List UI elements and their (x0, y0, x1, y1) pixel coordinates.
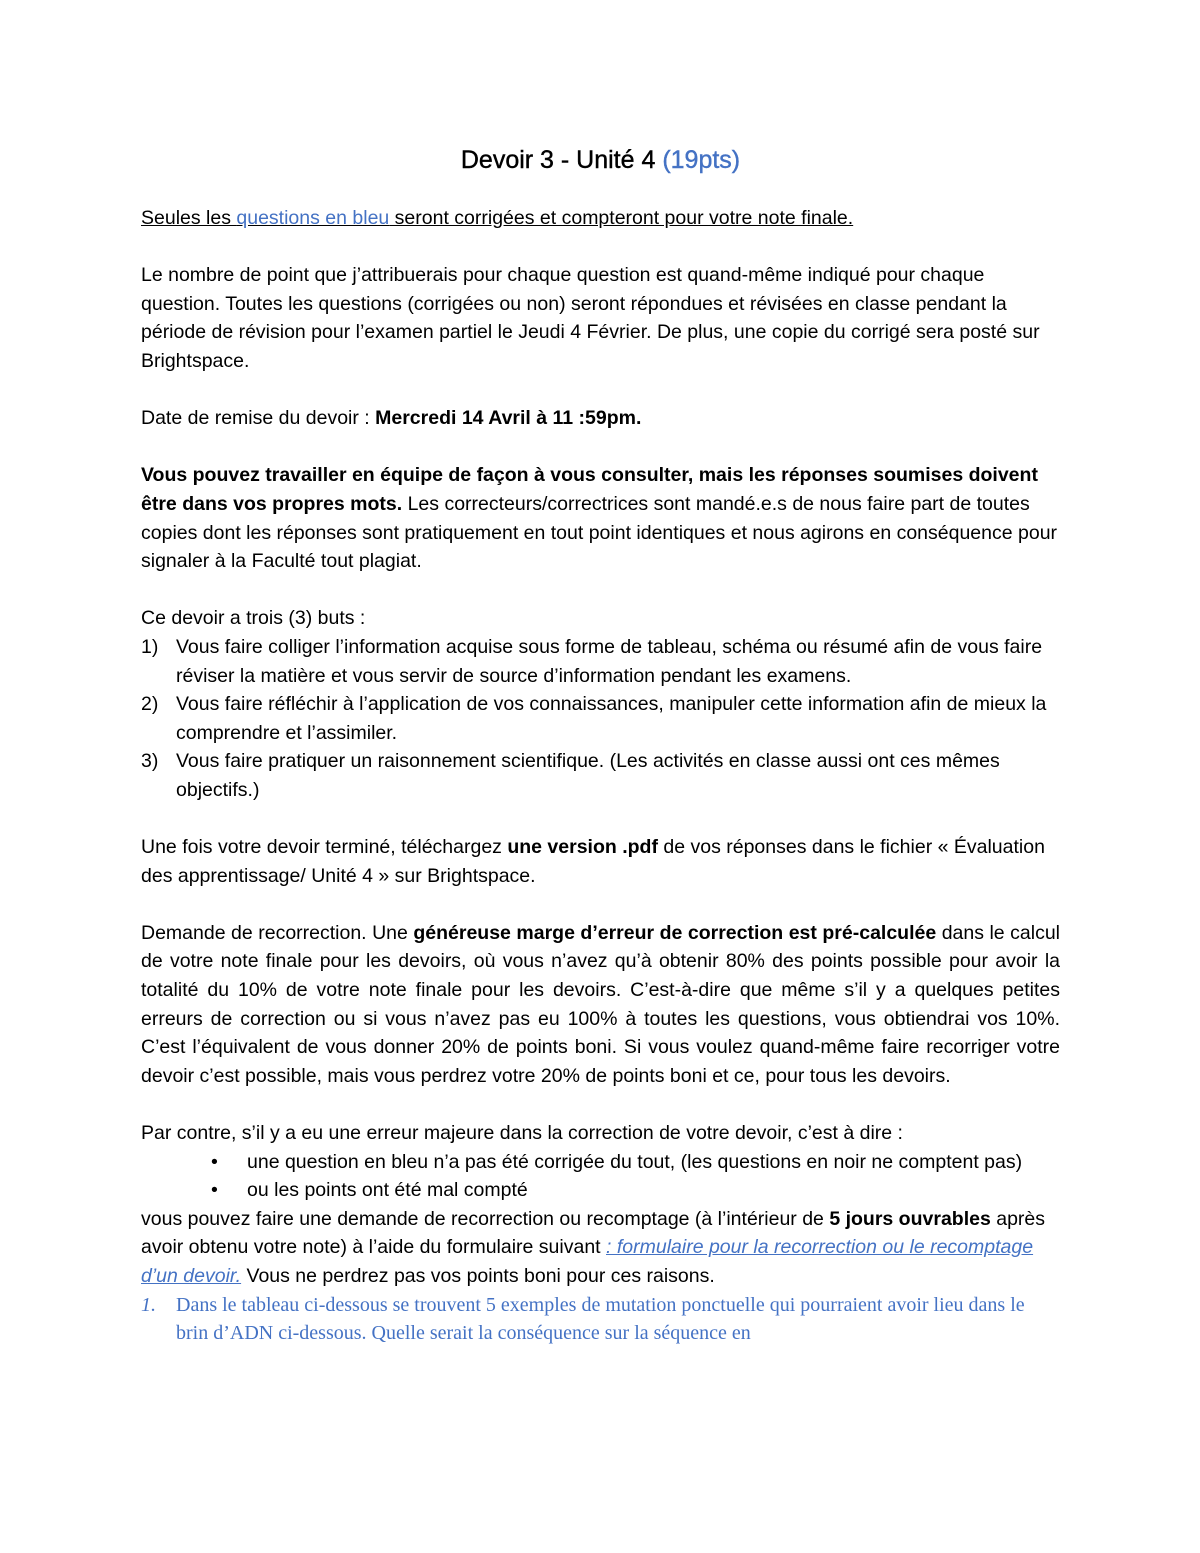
due-date-value: Mercredi 14 Avril à 11 :59pm. (375, 407, 642, 430)
upload-paragraph: Une fois votre devoir terminé, téléchargez une version .pdf de vos réponses dans le fichier « Évaluation des apprentissage/ Unité 4 » sur Brightspace. (141, 836, 1045, 887)
recorrection-form-link[interactable]: : formulaire pour la recorrection ou le recomptage d’un devoir. (141, 1236, 1034, 1287)
blue-questions-text: questions en bleu (236, 207, 390, 229)
bullet-icon: • (211, 1150, 218, 1173)
bullet-icon: • (211, 1179, 218, 1202)
recorrection-paragraph: Demande de recorrection. Une généreuse marge d’erreur de correction est pré-calculée dans le calcul de votre note finale pour les devoirs, où vous n’avez qu’à obtenir 80% des points possible pour avoir la totalité du 10% de votre note finale pour les devoirs. C’est-à-dire que même s’il y a quelques petites erreurs de correction ou si vous n’avez pas eu 100% à toutes les questions, vous obtiendrai vos 10%. C’est l’équivalent de vous donner 20% de points boni. Si vous voulez quand-même faire recorriger votre devoir c’est possible, mais vous perdrez votre 20% de points boni et ce, pour tous les devoirs. (141, 921, 1060, 1087)
list-item: 3) Vous faire pratiquer un raisonnement scientifique. (Les activités en classe aussi ont ces mêmes objectifs.) (141, 750, 1000, 801)
major-error-list (141, 1148, 1060, 1205)
recorrection-request: vous pouvez faire une demande de recorrection ou recomptage (à l’intérieur de 5 jours ouvrables après avoir obtenu votre note) à l’aide du formulaire suivant : formulaire pour la recorrection ou le recomptage d’un devoir. Vous ne perdrez pas vos points boni pour ces raisons. (141, 1207, 1046, 1287)
list-item: • une question en bleu n’a pas été corrigée du tout, (les questions en noir ne comptent pas) (141, 1148, 1060, 1177)
list-item: • ou les points ont été mal compté (141, 1176, 1060, 1205)
page-title: Devoir 3 - Unité 4 (19pts) (460, 146, 741, 174)
grading-notice: Seules les questions en bleu seront corrigées et compteront pour votre note finale. (141, 207, 854, 229)
list-item: 2) Vous faire réfléchir à l’application de vos connaissances, manipuler cette information afin de mieux la comprendre et l’assimiler. (141, 693, 1047, 744)
due-date: Date de remise du devoir : Mercredi 14 Avril à 11 :59pm. (141, 407, 642, 430)
teamwork-paragraph: Vous pouvez travailler en équipe de façon à vous consulter, mais les réponses soumises doivent être dans vos propres mots. Les correcteurs/correctrices sont mandé.e.s de nous faire part de toutes copies dont les réponses sont pratiquement en tout point identiques et nous agirons en conséquence pour signaler à la Faculté tout plagiat. (141, 464, 1058, 573)
list-item: 1) Vous faire colliger l’information acquise sous forme de tableau, schéma ou résumé afin de vous faire réviser la matière et vous servir de source d’information pendant les examens. (141, 635, 1043, 687)
goals-list (141, 633, 1060, 805)
major-error-intro: Par contre, s’il y a eu une erreur majeure dans la correction de votre devoir, c’est à dire : (141, 1122, 903, 1144)
title-points: (19pts) (662, 146, 741, 174)
goals-intro: Ce devoir a trois (3) buts : (141, 607, 366, 630)
intro-paragraph: Le nombre de point que j’attribuerais pour chaque question est quand-même indiqué pour chaque question. Toutes les questions (corrigées ou non) seront répondues et révisées en classe pendant la période de révision pour l’examen partiel le Jeudi 4 Février. De plus, une copie du corrigé sera posté sur Brightspace. (141, 264, 1040, 372)
question-1: 1. Dans le tableau ci-dessous se trouvent 5 exemples de mutation ponctuelle qui pourraient avoir lieu dans le brin d’ADN ci-dessous. Quelle serait la conséquence sur la séquence en (141, 1293, 1025, 1344)
